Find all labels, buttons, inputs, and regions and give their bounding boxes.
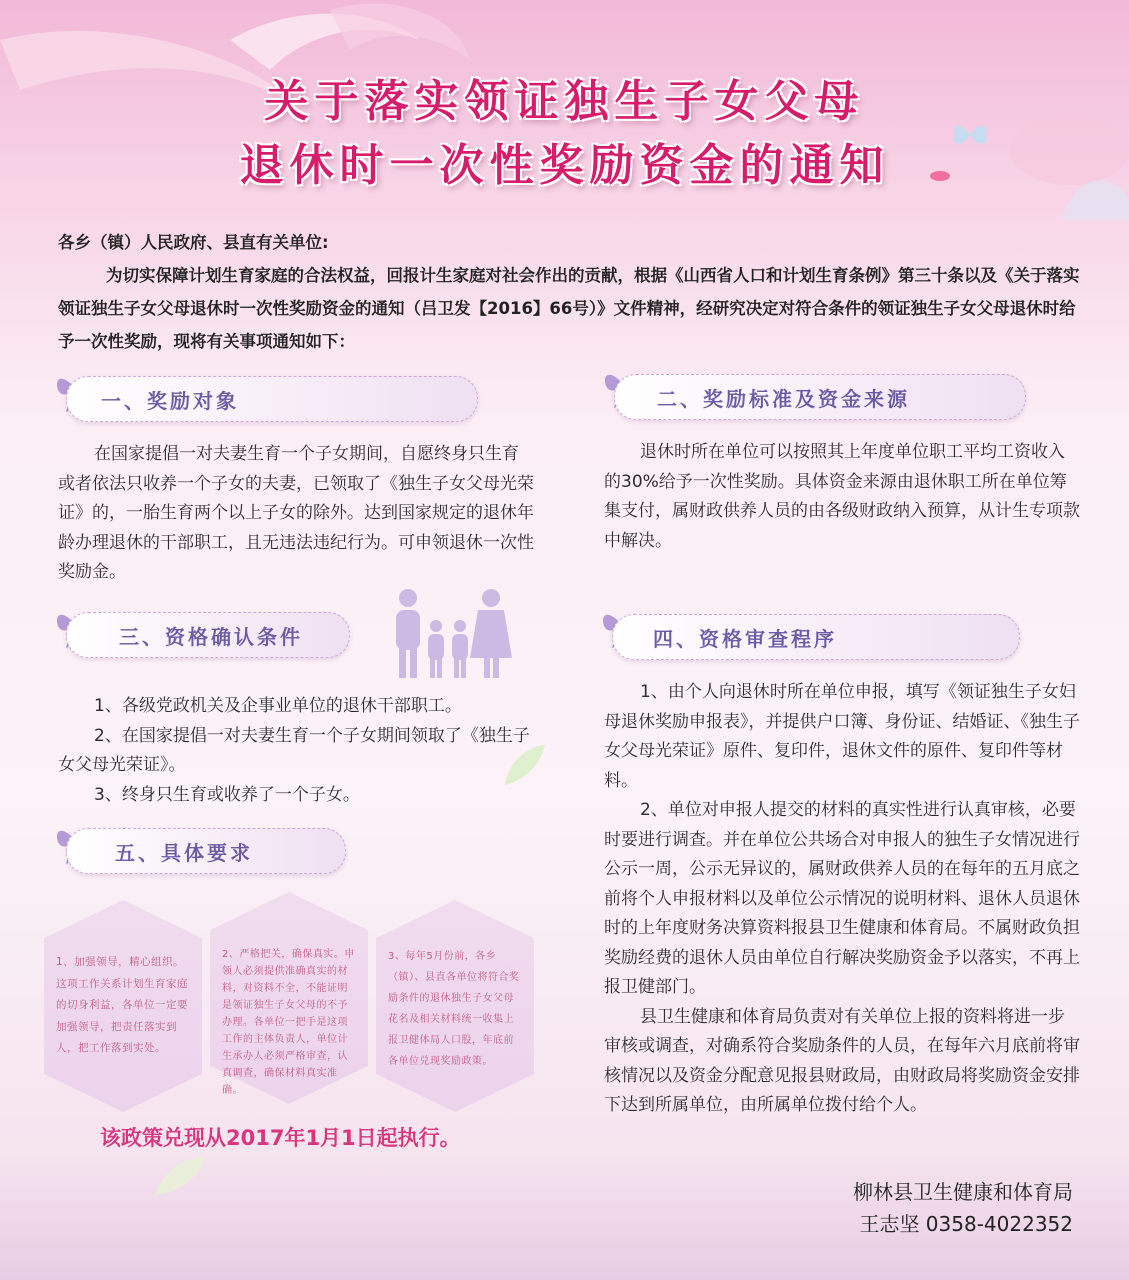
section-4-body <box>604 678 1080 1121</box>
section-5-heading <box>66 828 346 874</box>
signature-org: 柳林县卫生健康和体育局 <box>853 1180 1073 1204</box>
section-3-item: 2、在国家提倡一对夫妻生育一个子女期间领取了《独生子女父母光荣证》。 <box>58 725 530 775</box>
section-3-item: 1、各级党政机关及企事业单位的退休干部职工。 <box>94 696 462 716</box>
section-2-title: 二、奖励标准及资金来源 <box>657 387 910 411</box>
family-icon <box>388 588 514 680</box>
section-3-heading <box>66 612 350 658</box>
section-3-item: 3、终身只生育或收养了一个子女。 <box>94 784 360 805</box>
section-1-heading <box>66 376 478 422</box>
effective-date-notice: 该政策兑现从2017年1月1日起执行。 <box>100 1126 461 1150</box>
section-3-title: 三、资格确认条件 <box>119 625 303 649</box>
section-2-body <box>604 438 1080 556</box>
title-block <box>0 70 1129 198</box>
section-4-paragraph: 县卫生健康和体育局负责对有关单位上报的资料将进一步审核或调查，对确系符合奖励条件的人员，在每年六月底前将审核情况以及资金分配意见报县财政局，由财政局将奖励资金安排下达到所属单位，由所属单位拨付给个人。 <box>604 1006 1080 1115</box>
intro-paragraph: 为切实保障计划生育家庭的合法权益，回报计生家庭对社会作出的贡献，根据《山西省人口和计划生育条例》第三十条以及《关于落实领证独生子女父母退休时一次性奖励资金的通知（吕卫发【2016】66号）》文件精神，经研究决定对符合条件的领证独生子女父母退休时给予一次性奖励，现将有关事项通知如下： <box>58 266 1080 351</box>
section-1-body <box>58 440 534 588</box>
salutation: 各乡（镇）人民政府、县直有关单位: <box>58 233 329 252</box>
section-4-title: 四、资格审查程序 <box>653 627 837 651</box>
section-4-paragraph: 1、由个人向退休时所在单位申报，填写《领证独生子女妇母退休奖励申报表》，并提供户口簿、身份证、结婚证、《独生子女父母光荣证》原件、复印件，退休文件的原件、复印件等材料。 <box>604 682 1080 791</box>
section-5-title: 五、具体要求 <box>115 841 253 865</box>
section-3-body <box>58 692 534 810</box>
signature-contact: 王志坚 0358-4022352 <box>859 1212 1073 1236</box>
section-4-heading <box>612 614 1020 660</box>
page-title-line1: 关于落实领证独生子女父母 <box>264 76 865 127</box>
section-1-text: 在国家提倡一对夫妻生育一个子女期间，自愿终身只生育或者依法只收养一个子女的夫妻，已领取了《独生子女父母光荣证》的，一胎生育两个以上子女的除外。达到国家规定的退休年龄办理退休的干部职工，且无违法违纪行为。可申领退休一次性奖励金。 <box>58 444 534 582</box>
intro <box>58 226 1088 358</box>
section-2-text: 退休时所在单位可以按照其上年度单位职工平均工资收入的30%给予一次性奖励。具体资金来源由退休职工所在单位筹集支付，属财政供养人员的由各级财政纳入预算，从计生专项款中解决。 <box>604 442 1080 551</box>
leaf-icon <box>150 1150 210 1200</box>
leaf-icon <box>500 740 550 790</box>
section-1-title: 一、奖励对象 <box>101 389 239 413</box>
page-title-line2: 退休时一次性奖励资金的通知 <box>239 140 890 191</box>
section-4-paragraph: 2、单位对申报人提交的材料的真实性进行认真审核，必要时要进行调查。并在单位公共场合对申报人的独生子女情况进行公示一周，公示无异议的，属财政供养人员的在每年的五月底之前将个人申报材料以及单位公示情况的说明材料、退休人员退休时的上年度财务决算资料报县卫生健康和体育局。不属财政负担奖励经费的退休人员由单位自行解决奖励资金予以落实，不再上报卫健部门。 <box>604 800 1080 997</box>
requirement-card-3: 3、每年5月份前，各乡（镇）、县直各单位将符合奖励条件的退休独生子女父母花名及相关材料统一收集上报卫健体局人口股，年底前各单位兑现奖励政策。 <box>388 951 520 1067</box>
requirement-card-2: 2、严格把关，确保真实。申领人必须提供准确真实的材料，对资料不全，不能证明是领证独生子女父母的不予办理。各单位一把手是这项工作的主体负责人，单位计生承办人必须严格审查，认真调查，确保材料真实准确。 <box>222 949 355 1096</box>
requirement-card-1: 1、加强领导，精心组织。这项工作关系计划生育家庭的切身利益，各单位一定要加强领导，把责任落实到人，把工作落到实处。 <box>56 956 188 1054</box>
section-2-heading <box>614 374 1026 420</box>
